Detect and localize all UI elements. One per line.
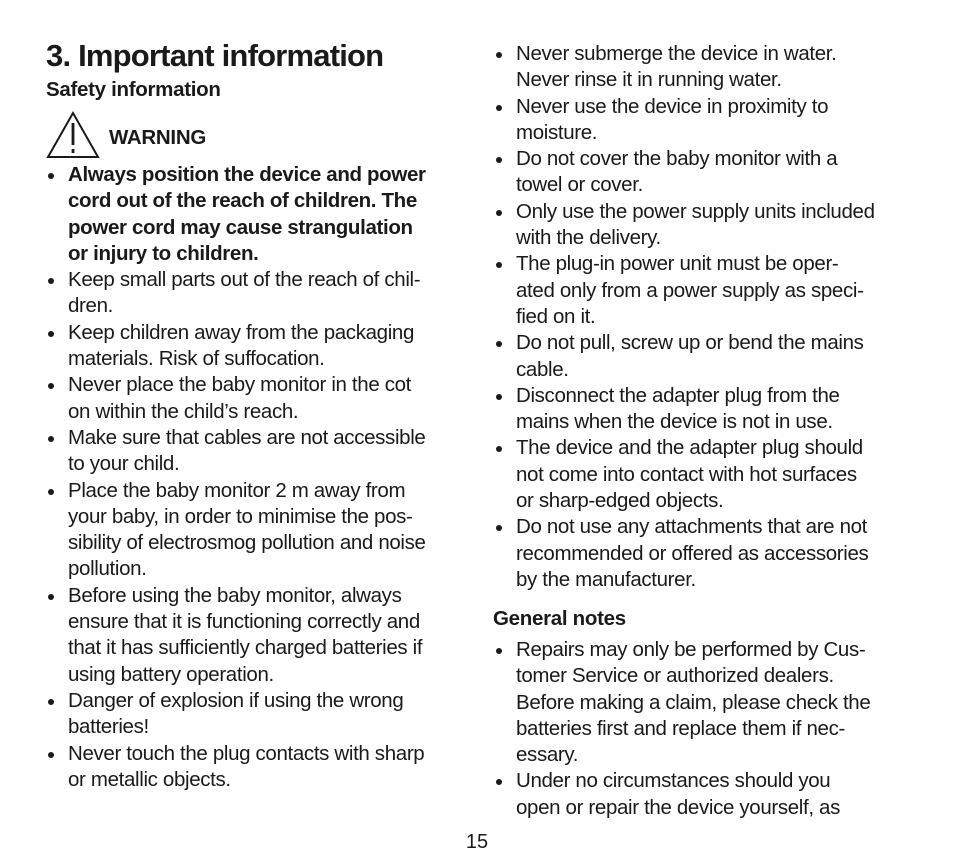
list-item: Disconnect the adapter plug from the mains when the device is not in use. <box>494 383 914 436</box>
list-item: Always position the device and power cord out of the reach of children. The power cord may cause strangulation or injury to children. <box>46 162 466 267</box>
safety-heading: Safety information <box>46 78 221 101</box>
list-item: Only use the power supply units included with the delivery. <box>494 199 914 252</box>
list-item: Never use the device in proximity to moisture. <box>494 94 914 147</box>
general-notes-list <box>494 637 914 821</box>
list-item: The plug-in power unit must be oper- ated only from a power supply as speci- fied on it. <box>494 251 914 330</box>
list-item: Keep children away from the packaging materials. Risk of suffocation. <box>46 320 466 373</box>
list-item: Do not cover the baby monitor with a towel or cover. <box>494 146 914 199</box>
safety-list-continued <box>494 41 914 593</box>
page-number: 15 <box>465 831 489 853</box>
list-item: The device and the adapter plug should not come into contact with hot surfaces or sharp-edged objects. <box>494 435 914 514</box>
section-title: 3. Important information <box>46 38 384 73</box>
list-item: Make sure that cables are not accessible to your child. <box>46 425 466 478</box>
list-item: Never place the baby monitor in the cot on within the child’s reach. <box>46 372 466 425</box>
list-item: Keep small parts out of the reach of chil- dren. <box>46 267 466 320</box>
list-item: Do not pull, screw up or bend the mains cable. <box>494 330 914 383</box>
warning-label: WARNING <box>109 126 206 149</box>
list-item: Never touch the plug contacts with sharp or metallic objects. <box>46 741 466 794</box>
list-item: Do not use any attachments that are not recommended or offered as accessories by the manufacturer. <box>494 514 914 593</box>
list-item: Danger of explosion if using the wrong batteries! <box>46 688 466 741</box>
warning-triangle-icon <box>46 110 102 160</box>
list-item: Under no circumstances should you open or repair the device yourself, as <box>494 768 914 821</box>
list-item: Place the baby monitor 2 m away from your baby, in order to minimise the pos- sibility of electrosmog pollution and noise pollution. <box>46 478 466 583</box>
list-item: Before using the baby monitor, always ensure that it is functioning correctly and that it has sufficiently charged batteries if using battery operation. <box>46 583 466 688</box>
list-item: Repairs may only be performed by Cus- tomer Service or authorized dealers. Before making a claim, please check the batteries first and replace them if nec- essary. <box>494 637 914 768</box>
safety-list <box>46 162 466 793</box>
general-notes-heading: General notes <box>493 607 626 630</box>
list-item: Never submerge the device in water. Never rinse it in running water. <box>494 41 914 94</box>
